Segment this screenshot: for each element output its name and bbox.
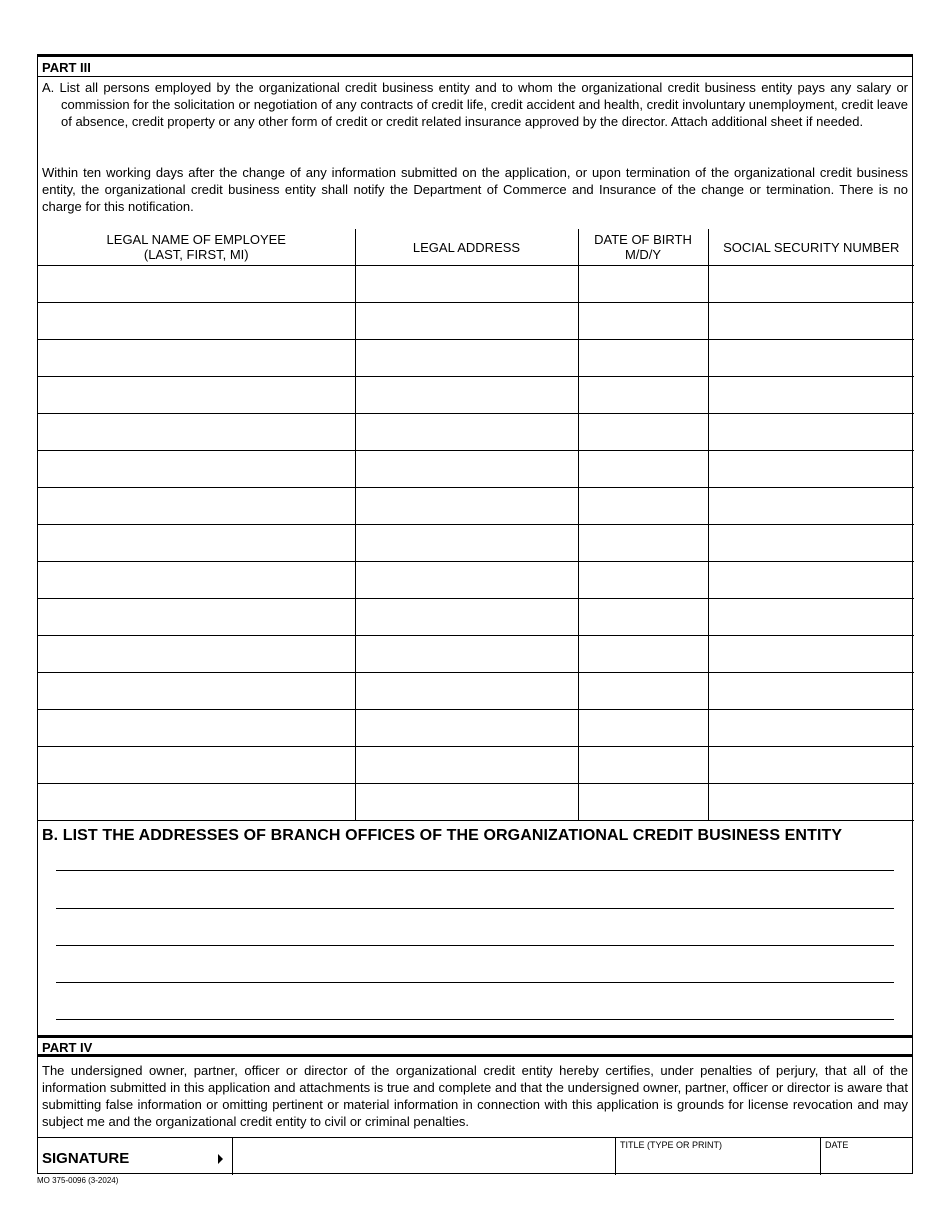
table-row: [38, 377, 914, 414]
table-row: [38, 451, 914, 488]
employee-ssn-cell[interactable]: [708, 562, 914, 599]
employee-name-cell[interactable]: [38, 377, 355, 414]
employee-dob-cell[interactable]: [578, 488, 708, 525]
employee-ssn-cell[interactable]: [708, 710, 914, 747]
header-dob-line2: M/D/Y: [624, 247, 662, 262]
employee-name-cell[interactable]: [38, 747, 355, 784]
part-iv-divider: [38, 1054, 912, 1057]
employee-dob-cell[interactable]: [578, 747, 708, 784]
employee-name-cell[interactable]: [38, 488, 355, 525]
employee-name-cell[interactable]: [38, 784, 355, 821]
employee-ssn-cell[interactable]: [708, 747, 914, 784]
branch-address-line-3[interactable]: [56, 945, 894, 946]
branch-offices-title: B. LIST THE ADDRESSES OF BRANCH OFFICES OF THE ORGANIZATIONAL CREDIT BUSINESS ENTITY: [42, 827, 843, 844]
form-number: MO 375-0096 (3-2024): [37, 1176, 119, 1185]
employee-ssn-cell[interactable]: [708, 414, 914, 451]
employee-address-cell[interactable]: [355, 377, 578, 414]
employee-address-cell[interactable]: [355, 673, 578, 710]
part-iii-notice: Within ten working days after the change of any information submitted on the application, or upon termination of the organizational credit business entity, the organizational credit business entity shall notify the Department of Commerce and Insurance of the change or termination. There is no charge for this notification.: [42, 165, 908, 214]
employee-table: [38, 229, 914, 821]
employee-name-cell[interactable]: [38, 303, 355, 340]
employee-address-cell[interactable]: [355, 303, 578, 340]
employee-address-cell[interactable]: [355, 488, 578, 525]
table-row: [38, 784, 914, 821]
employee-ssn-cell[interactable]: [708, 303, 914, 340]
employee-address-cell[interactable]: [355, 599, 578, 636]
form-page: [37, 54, 913, 1174]
employee-dob-cell[interactable]: [578, 340, 708, 377]
employee-address-cell[interactable]: [355, 747, 578, 784]
employee-ssn-cell[interactable]: [708, 525, 914, 562]
part-iv-top-divider: [38, 1035, 912, 1038]
employee-name-cell[interactable]: [38, 710, 355, 747]
table-row: [38, 673, 914, 710]
employee-dob-cell[interactable]: [578, 562, 708, 599]
signature-label: SIGNATURE: [42, 1150, 130, 1167]
employee-address-cell[interactable]: [355, 414, 578, 451]
employee-address-cell[interactable]: [355, 525, 578, 562]
table-row: [38, 340, 914, 377]
employee-ssn-cell[interactable]: [708, 599, 914, 636]
employee-name-cell[interactable]: [38, 414, 355, 451]
employee-dob-cell[interactable]: [578, 599, 708, 636]
employee-ssn-cell[interactable]: [708, 266, 914, 303]
employee-address-cell[interactable]: [355, 784, 578, 821]
header-legal-name-line1: LEGAL NAME OF EMPLOYEE: [106, 232, 286, 247]
date-field[interactable]: [820, 1138, 912, 1175]
table-row: [38, 525, 914, 562]
table-row: [38, 599, 914, 636]
table-row: [38, 266, 914, 303]
employee-name-cell[interactable]: [38, 525, 355, 562]
employee-name-cell[interactable]: [38, 599, 355, 636]
employee-address-cell[interactable]: [355, 710, 578, 747]
employee-ssn-cell[interactable]: [708, 340, 914, 377]
table-row: [38, 636, 914, 673]
employee-dob-cell[interactable]: [578, 451, 708, 488]
employee-dob-cell[interactable]: [578, 377, 708, 414]
table-header-row: [38, 229, 914, 266]
table-row: [38, 303, 914, 340]
employee-ssn-cell[interactable]: [708, 488, 914, 525]
employee-address-cell[interactable]: [355, 562, 578, 599]
title-field-label: TITLE (TYPE OR PRINT): [620, 1140, 723, 1150]
employee-name-cell[interactable]: [38, 340, 355, 377]
employee-ssn-cell[interactable]: [708, 451, 914, 488]
employee-dob-cell[interactable]: [578, 303, 708, 340]
employee-name-cell[interactable]: [38, 266, 355, 303]
divider: [38, 76, 912, 77]
table-row: [38, 747, 914, 784]
branch-address-line-1[interactable]: [56, 870, 894, 871]
header-legal-name: [38, 229, 355, 266]
employee-dob-cell[interactable]: [578, 710, 708, 747]
employee-dob-cell[interactable]: [578, 673, 708, 710]
employee-address-cell[interactable]: [355, 266, 578, 303]
table-row: [38, 414, 914, 451]
employee-name-cell[interactable]: [38, 562, 355, 599]
title-field[interactable]: [615, 1138, 820, 1175]
employee-address-cell[interactable]: [355, 340, 578, 377]
header-ssn: SOCIAL SECURITY NUMBER: [708, 229, 914, 266]
branch-address-line-4[interactable]: [56, 982, 894, 983]
header-dob-line1: DATE OF BIRTH: [594, 232, 692, 247]
employee-dob-cell[interactable]: [578, 784, 708, 821]
employee-name-cell[interactable]: [38, 673, 355, 710]
employee-address-cell[interactable]: [355, 636, 578, 673]
date-field-label: DATE: [825, 1140, 849, 1150]
part-iv-label: PART IV: [42, 1040, 93, 1055]
employee-dob-cell[interactable]: [578, 266, 708, 303]
employee-dob-cell[interactable]: [578, 525, 708, 562]
employee-ssn-cell[interactable]: [708, 636, 914, 673]
employee-dob-cell[interactable]: [578, 636, 708, 673]
arrow-right-icon: [218, 1154, 223, 1164]
signature-field[interactable]: [232, 1138, 615, 1175]
header-legal-name-line2: (LAST, FIRST, MI): [143, 247, 249, 262]
table-row: [38, 488, 914, 525]
header-date-of-birth: [578, 229, 708, 266]
table-row: [38, 562, 914, 599]
employee-ssn-cell[interactable]: [708, 377, 914, 414]
header-legal-address: LEGAL ADDRESS: [355, 229, 578, 266]
part-iii-label: PART III: [42, 60, 91, 75]
branch-address-line-5[interactable]: [56, 1019, 894, 1020]
employee-name-cell[interactable]: [38, 451, 355, 488]
part-iv-certification: The undersigned owner, partner, officer or director of the organizational credit entity hereby certifies, under penalties of perjury, that all of the information submitted in this application and attachments is true and complete and that the undersigned owner, partner, officer or director is aware that submitting false information or omitting pertinent or material information in connection with this application is grounds for license revocation and may subject me and the organizational credit entity to civil or criminal penalties.: [42, 1063, 908, 1129]
employee-ssn-cell[interactable]: [708, 673, 914, 710]
employee-ssn-cell[interactable]: [708, 784, 914, 821]
branch-address-line-2[interactable]: [56, 908, 894, 909]
employee-dob-cell[interactable]: [578, 414, 708, 451]
table-row: [38, 710, 914, 747]
employee-name-cell[interactable]: [38, 636, 355, 673]
employee-address-cell[interactable]: [355, 451, 578, 488]
part-iii-item-a: A. List all persons employed by the organizational credit business entity and to whom the organizational credit business entity pays any salary or commission for the solicitation or negotiation of any contracts of credit life, credit accident and health, credit involuntary unemployment, credit leave of absence, credit property or any other form of credit or credit related insurance approved by the director. Attach additional sheet if needed.: [42, 80, 908, 129]
